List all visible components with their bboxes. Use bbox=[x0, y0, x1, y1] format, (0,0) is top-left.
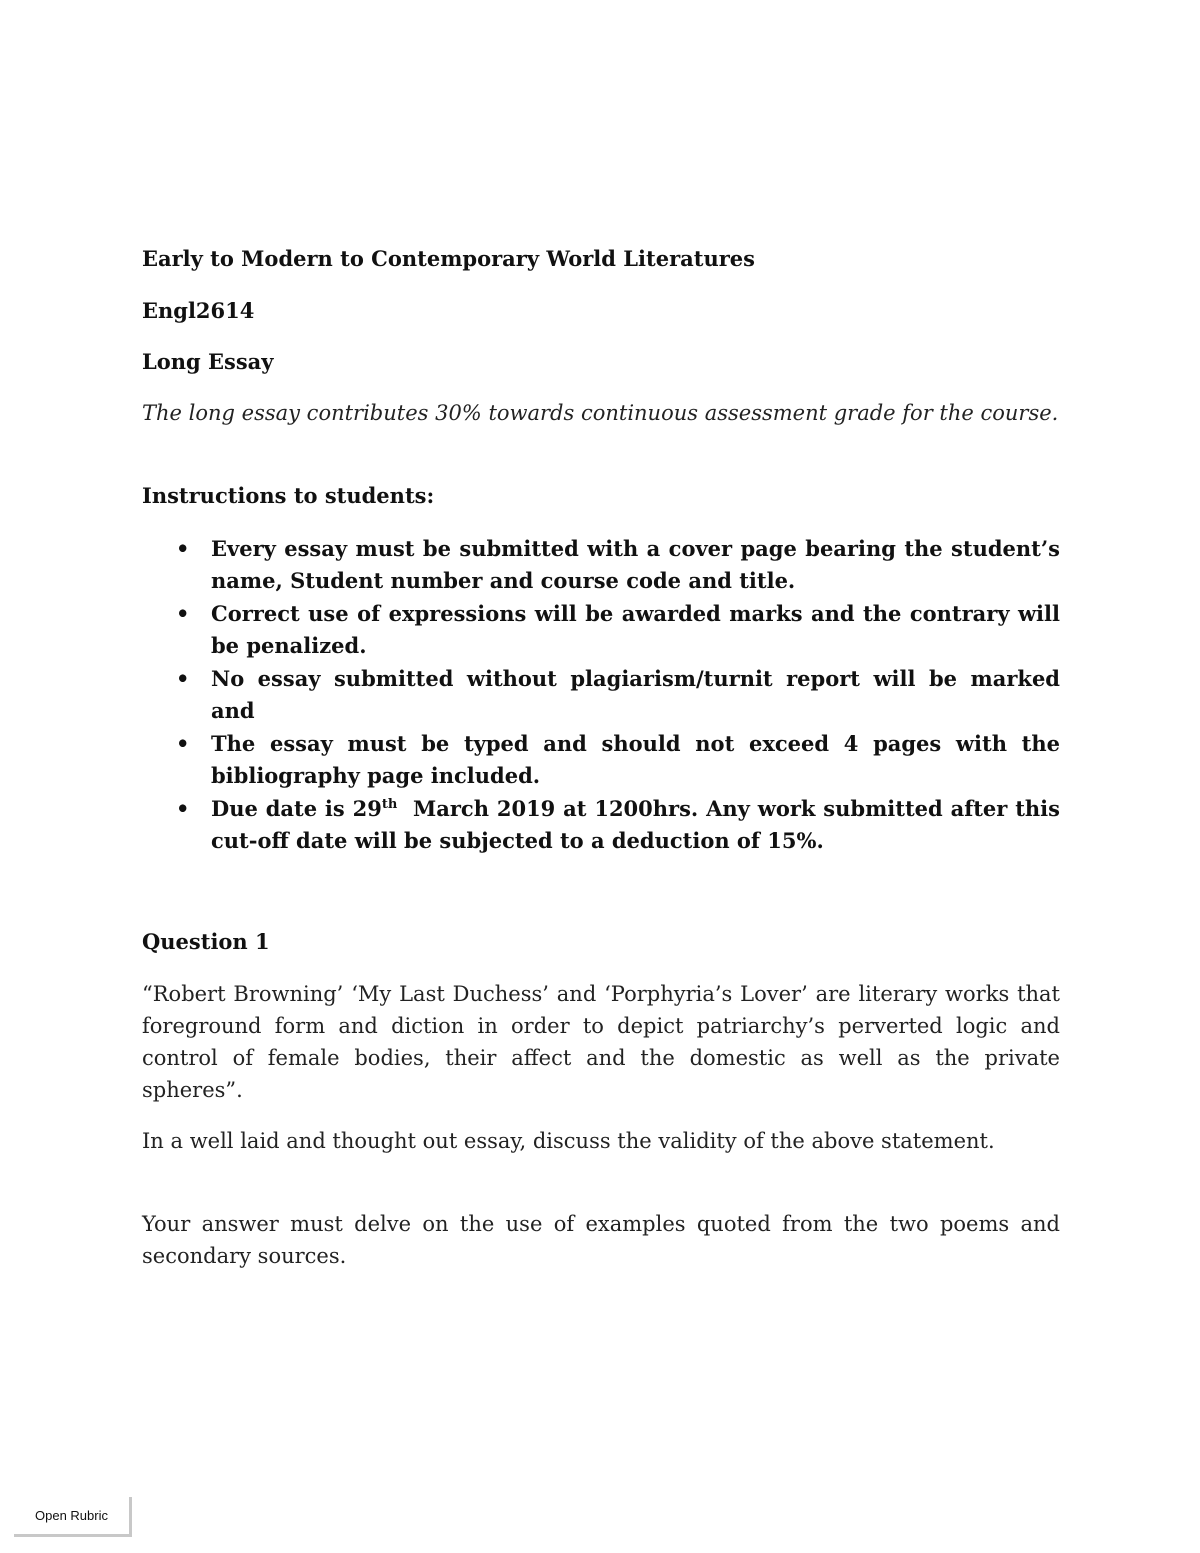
instruction-text: Correct use of expressions will be awarded marks and the contrary will be penalized. bbox=[211, 601, 1060, 658]
question-heading: Question 1 bbox=[142, 929, 270, 954]
question-requirements: Your answer must delve on the use of examples quoted from the two poems and secondary sources. bbox=[142, 1212, 1060, 1268]
instruction-text: The essay must be typed and should not exceed 4 pages with the bibliography page included. bbox=[211, 731, 1060, 788]
due-date-prefix: Due date is 29 bbox=[211, 796, 382, 821]
course-title: Early to Modern to Contemporary World Literatures bbox=[142, 246, 755, 271]
instructions-list bbox=[142, 533, 1068, 858]
due-date-suffix: March 2019 at 1200hrs. Any work submitted after this cut-off date will be subjected to a deduction of 15%. bbox=[211, 796, 1068, 853]
instruction-item bbox=[142, 728, 1060, 792]
bullet-icon: • bbox=[176, 731, 190, 756]
question-statement: “Robert Browning’ ‘My Last Duchess’ and ‘Porphyria’s Lover’ are literary works that foreground form and diction in order to depict patriarchy’s perverted logic and control of female bodies, their affect and the domestic as well as the private spheres”. bbox=[142, 982, 1060, 1102]
open-rubric-label: Open Rubric bbox=[35, 1508, 108, 1523]
instruction-text: Every essay must be submitted with a cover page bearing the student’s name, Student number and course code and title. bbox=[211, 536, 1060, 593]
bullet-icon: • bbox=[176, 536, 190, 561]
due-date-superscript: th bbox=[381, 797, 398, 812]
open-rubric-button[interactable] bbox=[14, 1497, 132, 1537]
bullet-icon: • bbox=[176, 666, 190, 691]
instruction-item bbox=[142, 663, 1060, 727]
instruction-item bbox=[142, 533, 1060, 597]
course-code: Engl2614 bbox=[142, 298, 255, 323]
instructions-heading: Instructions to students: bbox=[142, 483, 435, 508]
question-task: In a well laid and thought out essay, discuss the validity of the above statement. bbox=[142, 1129, 995, 1153]
bullet-icon: • bbox=[176, 601, 190, 626]
assessment-note: The long essay contributes 30% towards continuous assessment grade for the course. bbox=[142, 401, 1059, 425]
essay-type-heading: Long Essay bbox=[142, 349, 274, 374]
bullet-icon: • bbox=[176, 796, 190, 821]
instruction-item bbox=[142, 598, 1060, 662]
instruction-item-due-date bbox=[142, 793, 1068, 857]
instruction-text: No essay submitted without plagiarism/turnit report will be marked and bbox=[211, 666, 1060, 723]
